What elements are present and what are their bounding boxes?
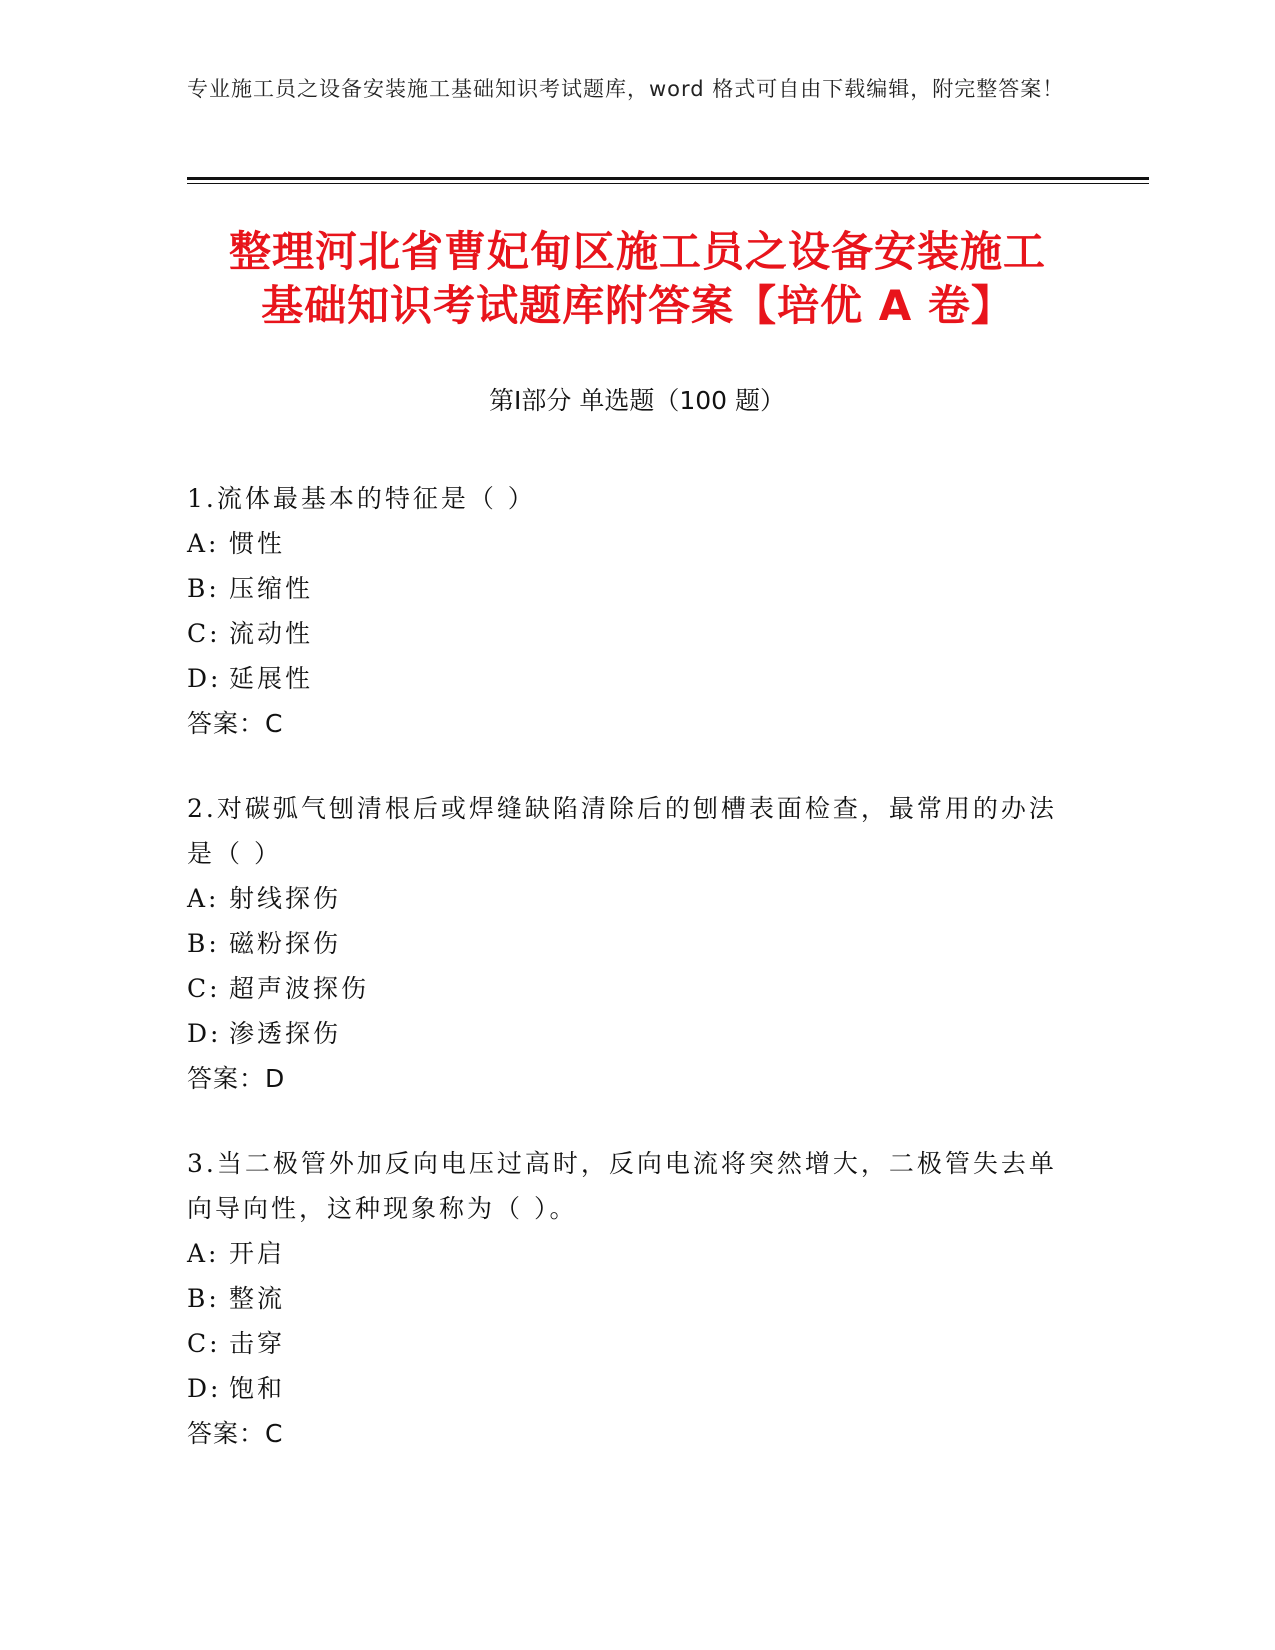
- option-text: 渗透探伤: [229, 1019, 342, 1048]
- option-text: 压缩性: [229, 574, 314, 603]
- option-key: C:: [187, 619, 221, 648]
- option-text: 击穿: [229, 1329, 286, 1358]
- option-key: D:: [187, 1019, 222, 1048]
- option-text: 流动性: [229, 619, 314, 648]
- option-b: [187, 566, 1067, 611]
- option-b: [187, 1276, 1067, 1321]
- option-text: 饱和: [229, 1374, 286, 1403]
- option-key: D:: [187, 1374, 222, 1403]
- option-c: [187, 966, 1067, 1011]
- answer-line: [187, 701, 1067, 746]
- option-c: [187, 611, 1067, 656]
- answer-value: D: [265, 1064, 286, 1093]
- option-key: C:: [187, 974, 221, 1003]
- option-text: 开启: [229, 1239, 286, 1268]
- question-text: 3.当二极管外加反向电压过高时，反向电流将突然增大，二极管失去单向导向性，这种现象称为（ ）。: [187, 1149, 1057, 1223]
- answer-label: 答案：: [187, 1419, 266, 1448]
- header-rule-thin: [187, 183, 1149, 184]
- option-key: B:: [187, 574, 220, 603]
- option-d: [187, 656, 1067, 701]
- document-title: [150, 225, 1125, 333]
- question-text: 1.流体最基本的特征是（ ）: [187, 484, 536, 513]
- document-title-line-1: 整理河北省曹妃甸区施工员之设备安装施工: [228, 227, 1046, 276]
- question-1: [187, 476, 1067, 746]
- option-key: B:: [187, 1284, 220, 1313]
- option-key: A:: [187, 529, 220, 558]
- option-b: [187, 921, 1067, 966]
- option-key: D:: [187, 664, 222, 693]
- question-list: [187, 476, 1067, 1496]
- question-3: [187, 1141, 1067, 1456]
- option-text: 延展性: [229, 664, 314, 693]
- option-a: [187, 876, 1067, 921]
- option-a: [187, 521, 1067, 566]
- option-a: [187, 1231, 1067, 1276]
- answer-label: 答案：: [187, 1064, 266, 1093]
- header-rule-thick: [187, 177, 1149, 180]
- answer-value: C: [265, 709, 284, 738]
- option-text: 惯性: [229, 529, 286, 558]
- question-2: [187, 786, 1067, 1101]
- option-text: 超声波探伤: [229, 974, 370, 1003]
- section-title: 第Ⅰ部分 单选题（100 题）: [489, 386, 785, 415]
- option-key: B:: [187, 929, 220, 958]
- option-text: 射线探伤: [229, 884, 342, 913]
- answer-value: C: [265, 1419, 284, 1448]
- header-note: 专业施工员之设备安装施工基础知识考试题库，word 格式可自由下载编辑，附完整答案！: [187, 77, 1065, 101]
- answer-line: [187, 1411, 1067, 1456]
- document-title-line-2: 基础知识考试题库附答案【培优 A 卷】: [261, 281, 1014, 330]
- option-text: 磁粉探伤: [229, 929, 342, 958]
- option-key: A:: [187, 1239, 220, 1268]
- option-c: [187, 1321, 1067, 1366]
- option-key: A:: [187, 884, 220, 913]
- answer-line: [187, 1056, 1067, 1101]
- option-d: [187, 1011, 1067, 1056]
- option-d: [187, 1366, 1067, 1411]
- question-text: 2.对碳弧气刨清根后或焊缝缺陷清除后的刨槽表面检查，最常用的办法是（ ）: [187, 794, 1057, 868]
- answer-label: 答案：: [187, 709, 266, 738]
- option-text: 整流: [229, 1284, 286, 1313]
- option-key: C:: [187, 1329, 221, 1358]
